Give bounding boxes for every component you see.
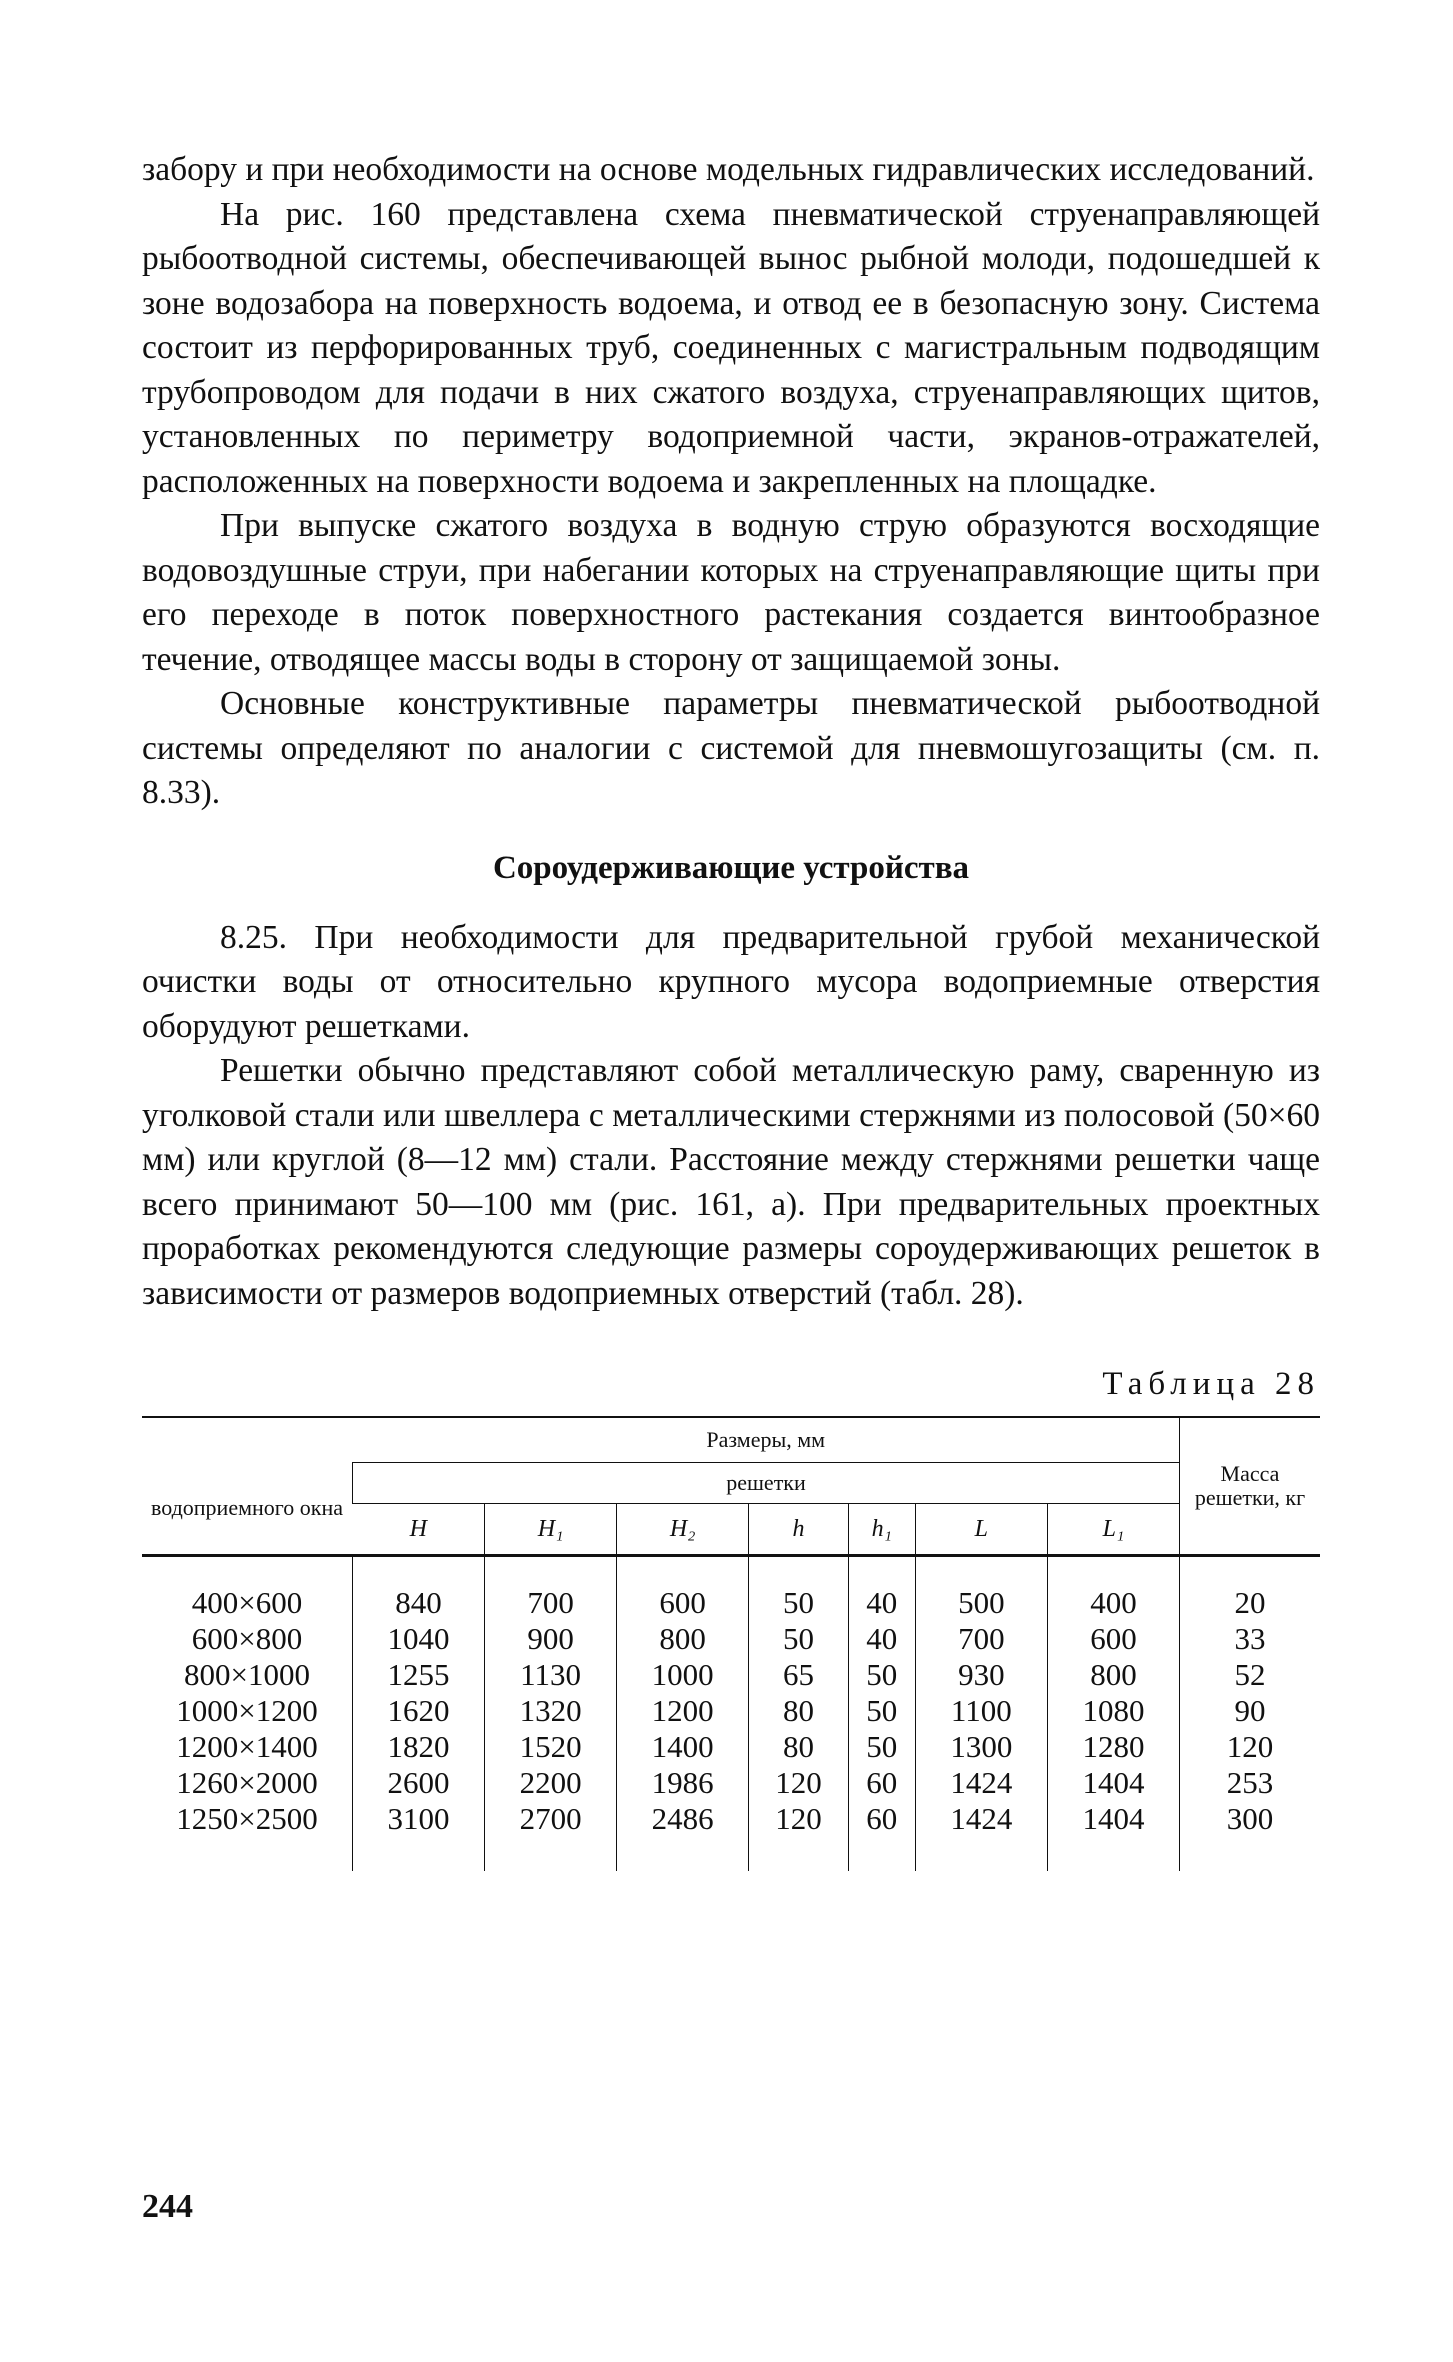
cell-dimension: 2600 xyxy=(353,1765,485,1801)
paragraph-gratings: Решетки обычно представляют собой металлическую раму, сваренную из уголковой стали или швеллера с металлическими стержнями из полосовой (50×60 мм) или круглой (8—12 мм) стали. Расстояние между стержнями решетки чаще всего принимают 50—100 мм (рис. 161, а). При предварительных проектных проработках рекомендуются следующие размеры сороудерживающих решеток в зависимости от размеров водоприемных отверстий (табл. 28). xyxy=(142,1052,1320,1312)
cell-window-size: 400×600 xyxy=(191,1585,303,1620)
header-col-H2: H₂ xyxy=(617,1504,749,1556)
cell-dimension: 500 xyxy=(915,1556,1047,1622)
table-body xyxy=(142,1556,1320,1872)
cell-dimension: 930 xyxy=(915,1657,1047,1693)
cell-mass: 300 xyxy=(1180,1801,1321,1871)
cell-dimension: 800 xyxy=(617,1621,749,1657)
grating-dimensions-table xyxy=(142,1416,1320,1871)
header-col-H1: H₁ xyxy=(485,1504,617,1556)
paragraph-fig160: На рис. 160 представлена схема пневматической струенаправляющей рыбоотводной системы, обеспечивающей вынос рыбной молоди, подошедшей к зоне водозабора на поверхность водоема, и отвод ее в безопасную зону. Система состоит из перфорированных труб, соединенных с магистральным подводящим трубопроводом для подачи в них сжатого воздуха, струенаправляющих щитов, установленных по периметру водоприемной части, экранов-отражателей, расположенных на поверхности водоема и закрепленных на площадке. xyxy=(142,195,1320,500)
table-row xyxy=(142,1556,1320,1622)
header-col-L: L xyxy=(915,1504,1047,1556)
table-row xyxy=(142,1657,1320,1693)
cell-window-size: 800×1000 xyxy=(184,1657,310,1692)
cell-dimension: 1986 xyxy=(617,1765,749,1801)
cell-dimension: 900 xyxy=(485,1621,617,1657)
cell-dimension: 120 xyxy=(749,1801,849,1871)
cell-mass: 90 xyxy=(1180,1693,1321,1729)
header-window: водоприемного окна xyxy=(142,1463,353,1556)
cell-dimension: 60 xyxy=(848,1801,915,1871)
cell-dimension: 65 xyxy=(749,1657,849,1693)
section-heading: Сороудерживающие устройства xyxy=(492,849,970,886)
cell-dimension: 1404 xyxy=(1047,1765,1179,1801)
cell-mass: 20 xyxy=(1180,1556,1321,1622)
cell-dimension: 1520 xyxy=(485,1729,617,1765)
cell-dimension: 1404 xyxy=(1047,1801,1179,1871)
cell-dimension: 400 xyxy=(1047,1556,1179,1622)
cell-dimension: 1100 xyxy=(915,1693,1047,1729)
cell-window-size: 1250×2500 xyxy=(176,1801,318,1836)
cell-dimension: 1400 xyxy=(617,1729,749,1765)
cell-dimension: 600 xyxy=(1047,1621,1179,1657)
header-col-L1: L₁ xyxy=(1047,1504,1179,1556)
cell-mass: 33 xyxy=(1180,1621,1321,1657)
cell-dimension: 50 xyxy=(848,1693,915,1729)
cell-dimension: 1040 xyxy=(353,1621,485,1657)
cell-dimension: 40 xyxy=(848,1556,915,1622)
cell-dimension: 120 xyxy=(749,1765,849,1801)
cell-dimension: 1200 xyxy=(617,1693,749,1729)
cell-window-size: 1000×1200 xyxy=(176,1693,318,1728)
paragraph-parameters: Основные конструктивные параметры пневматической рыбоотводной системы определяют по аналогии с системой для пневмошугозащиты (см. п. 8.33). xyxy=(142,685,1320,811)
header-col-H: H xyxy=(353,1504,485,1556)
cell-dimension: 80 xyxy=(749,1693,849,1729)
cell-dimension: 1130 xyxy=(485,1657,617,1693)
cell-window-size: 1200×1400 xyxy=(176,1729,318,1764)
cell-dimension: 840 xyxy=(353,1556,485,1622)
cell-dimension: 1000 xyxy=(617,1657,749,1693)
cell-dimension: 1620 xyxy=(353,1693,485,1729)
table-row xyxy=(142,1801,1320,1871)
table-caption: Таблица 28 xyxy=(1102,1366,1320,1402)
cell-dimension: 1424 xyxy=(915,1765,1047,1801)
table-row xyxy=(142,1621,1320,1657)
paragraph-air-release: При выпуске сжатого воздуха в водную струю образуются восходящие водовоздушные струи, при набегании которых на струенаправляющие щиты при его переходе в поток поверхностного растекания создается винтообразное течение, отводящее массы воды в сторону от защищаемой зоны. xyxy=(142,507,1320,678)
cell-window-size: 600×800 xyxy=(191,1621,303,1656)
cell-dimension: 50 xyxy=(749,1556,849,1622)
cell-dimension: 40 xyxy=(848,1621,915,1657)
cell-mass: 52 xyxy=(1180,1657,1321,1693)
cell-dimension: 50 xyxy=(848,1657,915,1693)
header-col-h: h xyxy=(749,1504,849,1556)
cell-dimension: 1255 xyxy=(353,1657,485,1693)
cell-dimension: 600 xyxy=(617,1556,749,1622)
cell-dimension: 3100 xyxy=(353,1801,485,1871)
cell-dimension: 1280 xyxy=(1047,1729,1179,1765)
page-number: 244 xyxy=(142,2188,193,2225)
header-col-h1: h₁ xyxy=(848,1504,915,1556)
cell-dimension: 1320 xyxy=(485,1693,617,1729)
cell-dimension: 2200 xyxy=(485,1765,617,1801)
cell-dimension: 700 xyxy=(915,1621,1047,1657)
cell-mass: 253 xyxy=(1180,1765,1321,1801)
cell-mass: 120 xyxy=(1180,1729,1321,1765)
cell-dimension: 80 xyxy=(749,1729,849,1765)
cell-dimension: 800 xyxy=(1047,1657,1179,1693)
header-grating: решетки xyxy=(353,1463,1180,1504)
cell-window-size: 1260×2000 xyxy=(176,1765,318,1800)
cell-dimension: 1424 xyxy=(915,1801,1047,1871)
header-mass: Масса решетки, кг xyxy=(1180,1417,1321,1556)
cell-dimension: 2700 xyxy=(485,1801,617,1871)
table-row xyxy=(142,1765,1320,1801)
cell-dimension: 1080 xyxy=(1047,1693,1179,1729)
paragraph-8-25: 8.25. При необходимости для предварительной грубой механической очистки воды от относительно крупного мусора водоприемные отверстия оборудуют решетками. xyxy=(142,918,1320,1045)
cell-dimension: 1300 xyxy=(915,1729,1047,1765)
cell-dimension: 50 xyxy=(848,1729,915,1765)
paragraph-continuation: забору и при необходимости на основе модельных гидравлических исследований. xyxy=(142,151,1315,188)
cell-dimension: 1820 xyxy=(353,1729,485,1765)
cell-dimension: 60 xyxy=(848,1765,915,1801)
cell-dimension: 50 xyxy=(749,1621,849,1657)
table-row xyxy=(142,1729,1320,1765)
cell-dimension: 700 xyxy=(485,1556,617,1622)
cell-dimension: 2486 xyxy=(617,1801,749,1871)
page-body xyxy=(142,148,1320,1871)
header-dimensions: Размеры, мм xyxy=(353,1417,1180,1463)
header-window-empty xyxy=(142,1417,353,1463)
table-row xyxy=(142,1693,1320,1729)
